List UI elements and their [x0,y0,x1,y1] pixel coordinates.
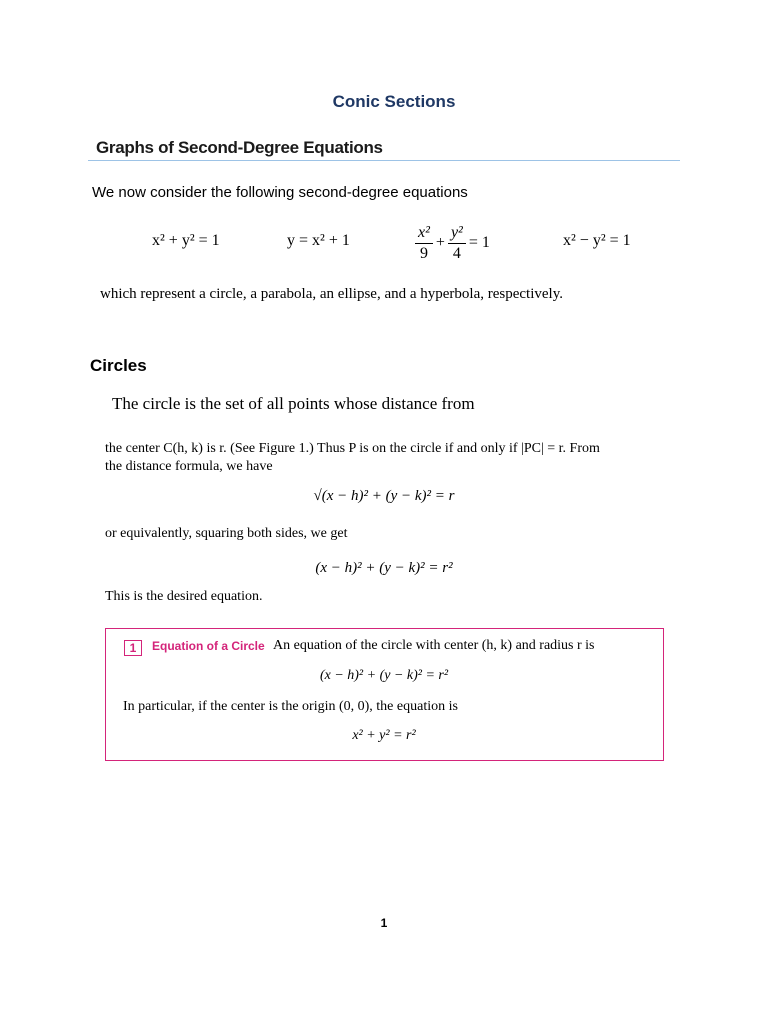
distance-equation: √(x − h)² + (y − k)² = r [313,488,455,504]
intro-text: We now consider the following second-degree equations [92,184,468,201]
equivalently-text: or equivalently, squaring both sides, we get [105,526,348,541]
box-number: 1 [124,640,142,656]
paragraph-line-1: the center C(h, k) is r. (See Figure 1.) Thus P is on the circle if and only if |PC| = r. From [105,441,600,456]
equation-hyperbola: x² − y² = 1 [563,232,631,249]
represent-text: which represent a circle, a parabola, an ellipse, and a hyperbola, respectively. [100,286,563,302]
equation-ellipse: $\frac{\text{x²}}{9}$ + $\frac{\text{y²}}{4}$ = 1 [412,224,490,263]
section-heading: Graphs of Second-Degree Equations [96,138,383,157]
section-rule [88,160,680,161]
equation-parabola: y = x² + 1 [287,232,350,249]
circle-definition: The circle is the set of all points whose distance from [112,394,475,413]
equation-circle: x² + y² = 1 [152,232,220,249]
paragraph-line-2: the distance formula, we have [105,459,273,474]
box-label: Equation of a Circle [152,639,265,653]
circles-heading: Circles [90,356,147,375]
desired-text: This is the desired equation. [105,589,263,604]
box-equation-2: x² + y² = r² [352,728,416,743]
squared-equation: (x − h)² + (y − k)² = r² [315,560,453,576]
box-particular: In particular, if the center is the origin (0, 0), the equation is [123,699,458,714]
page-title: Conic Sections [332,92,456,111]
page-number: 1 [380,916,388,930]
box-text: An equation of the circle with center (h, k) and radius r is [273,638,595,653]
box-equation-1: (x − h)² + (y − k)² = r² [319,668,449,683]
